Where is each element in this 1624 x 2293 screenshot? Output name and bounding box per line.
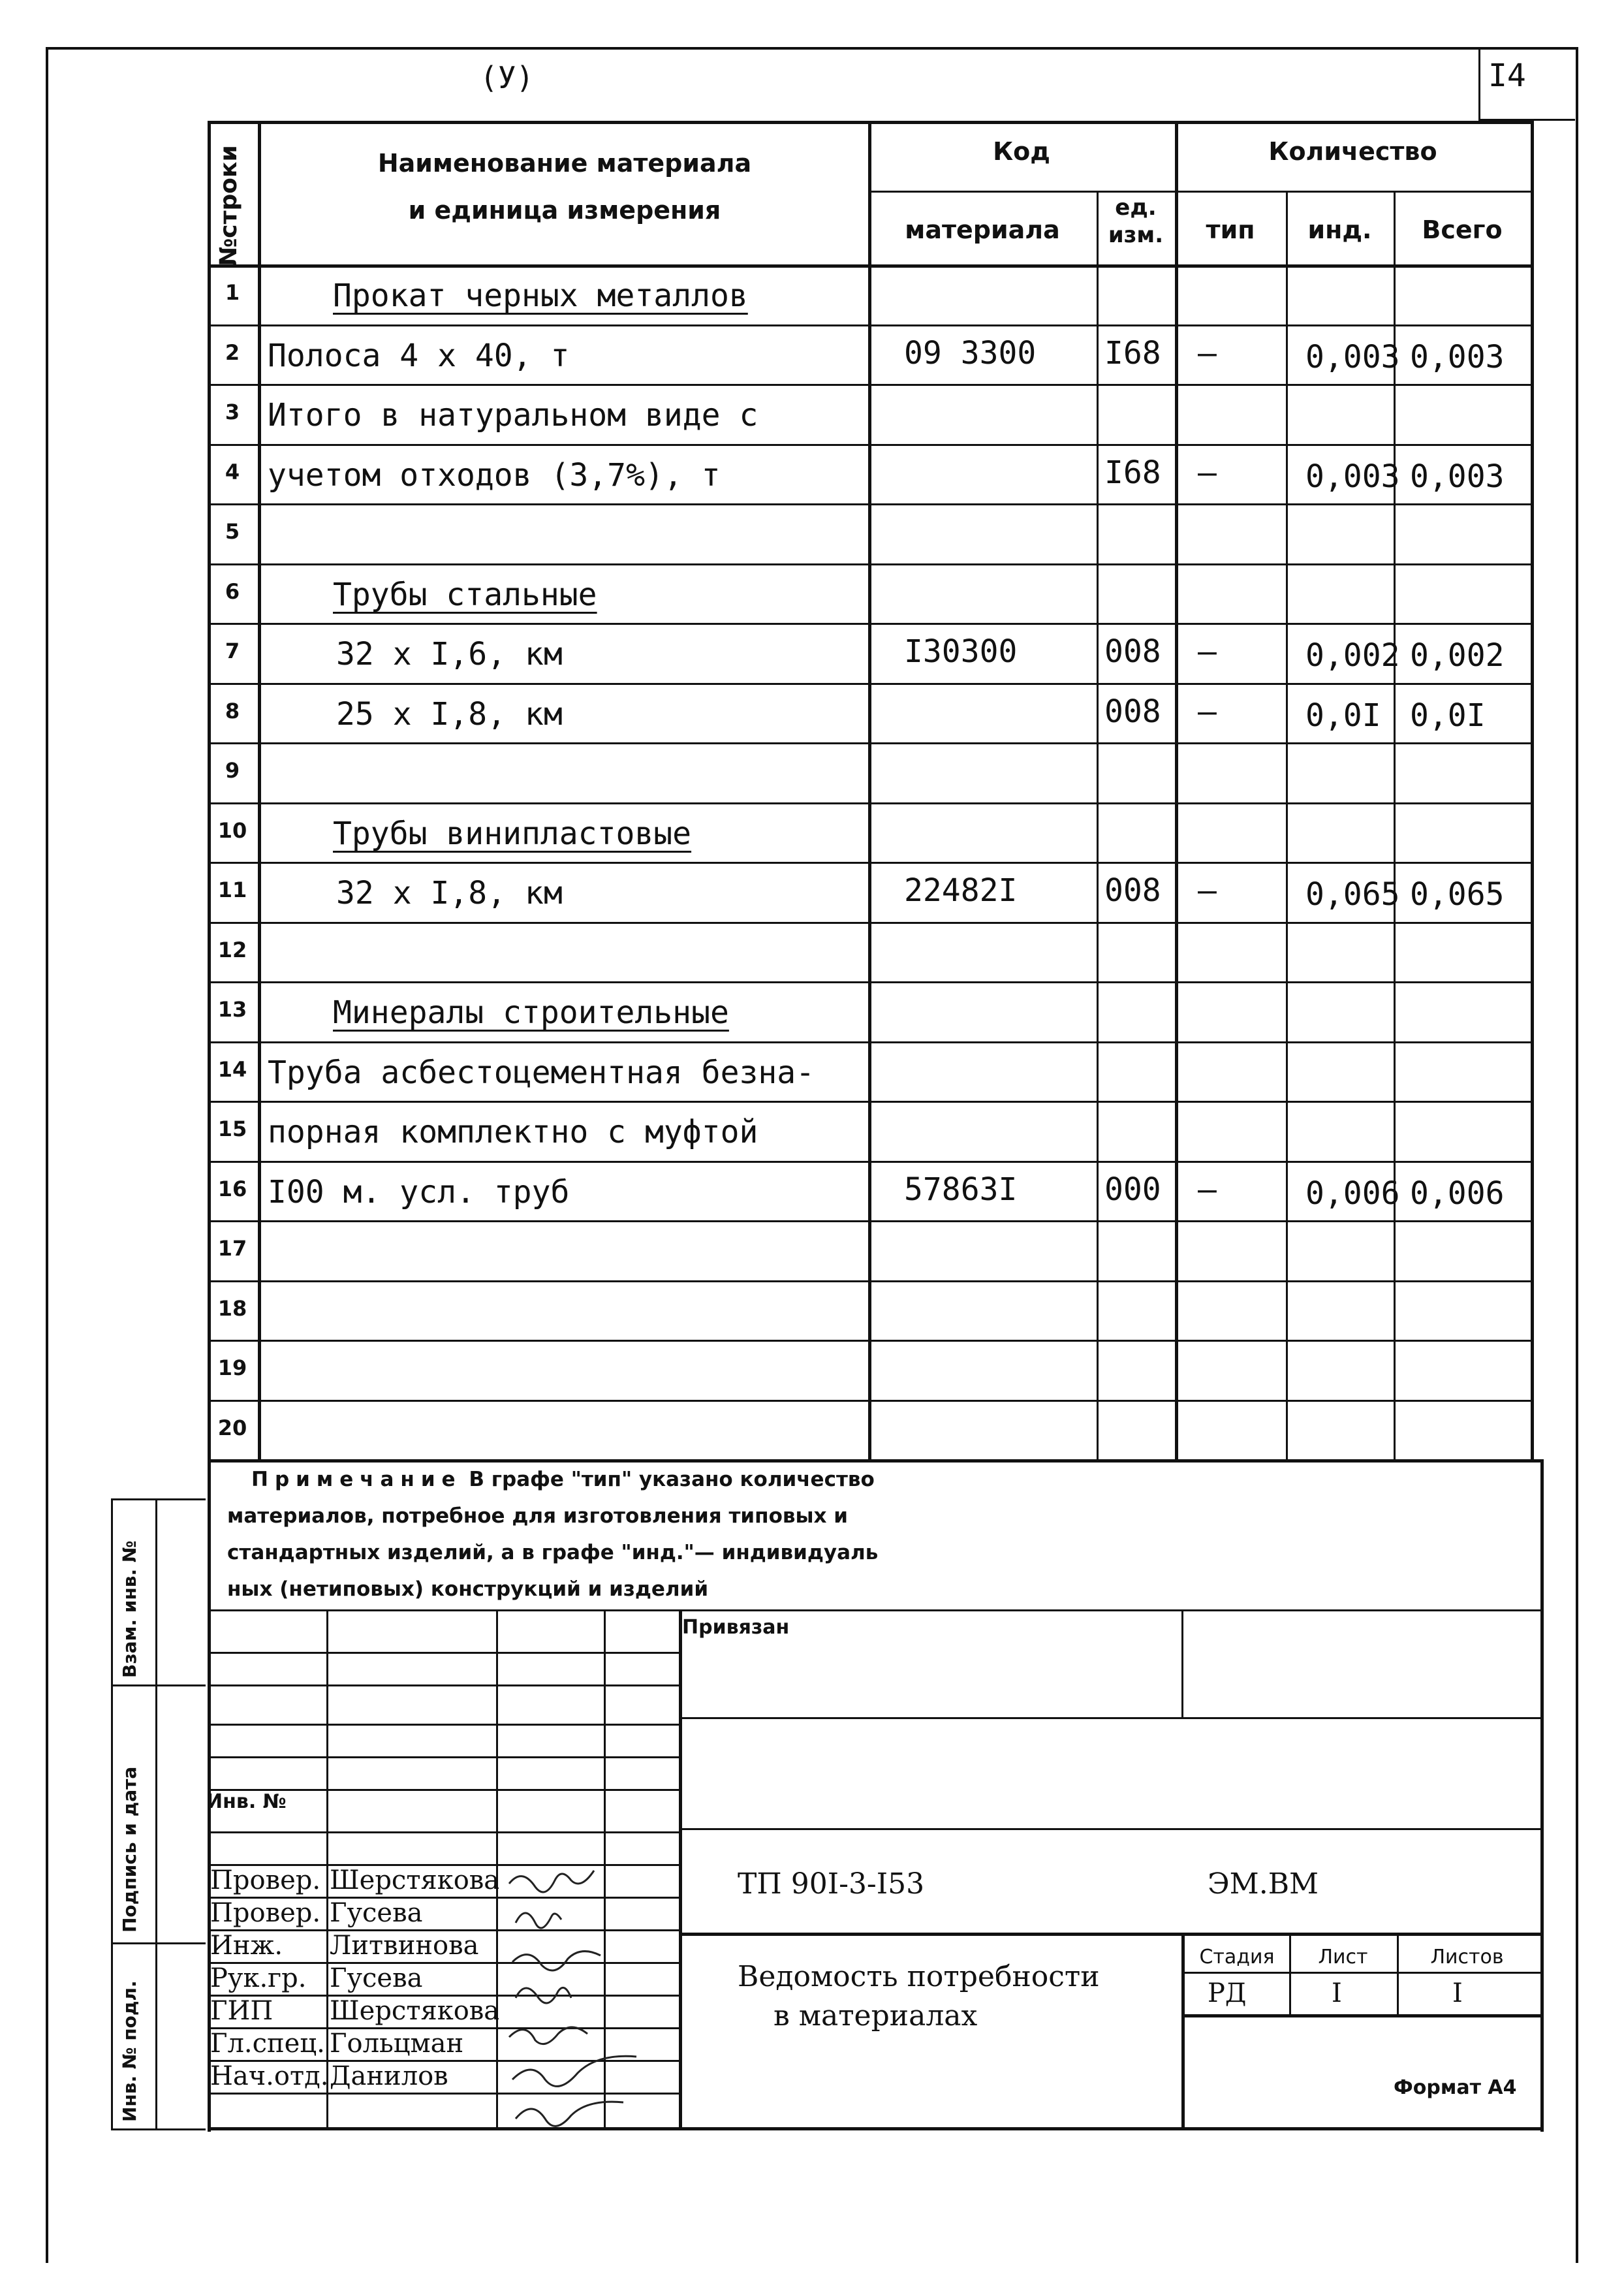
note-line3: стандартных изделий, а в графе "инд."— индивидуаль [227, 1541, 879, 1564]
col-rule-unit [1097, 191, 1099, 1459]
stamp-vzam: Взам. инв. № [119, 1540, 140, 1678]
qty-total: 0,065 [1410, 876, 1505, 913]
doc-mark: ЭМ.ВМ [1208, 1867, 1319, 1901]
material-name: Трубы винипластовые [333, 815, 692, 852]
doc-title-line2: в материалах [773, 1999, 978, 2032]
row-number: 7 [225, 639, 240, 663]
name-header-line2: и единица измерения [408, 196, 721, 225]
qty-total-header: Всего [1422, 215, 1503, 244]
code-group-header: Код [993, 137, 1050, 166]
note-line2: материалов, потребное для изготовления типовых и [227, 1504, 849, 1528]
title-right-rule [1540, 1459, 1544, 2132]
qty-ind: 0,003 [1305, 458, 1400, 495]
sheet-number: I4 [1488, 57, 1526, 94]
tb-stage-mid1 [1289, 1933, 1291, 2014]
qty-ind: 0,0I [1305, 697, 1381, 734]
material-name: I00 м. усл. труб [268, 1173, 570, 1210]
staff-name: Гольцман [330, 2029, 464, 2059]
staff-role: Рук.гр. [210, 1963, 307, 1993]
staff-role: Гл.спец. [210, 2029, 325, 2059]
section-mark: (У) [480, 60, 535, 95]
material-code: 57863I [904, 1171, 1018, 1208]
code-unit-header-1: ед. [1115, 195, 1157, 221]
qty-total: 0,003 [1410, 338, 1505, 375]
row-number: 1 [225, 280, 240, 305]
material-name: 32 х I,8, км [336, 875, 563, 911]
inv-no-label: Инв. № [206, 1790, 287, 1813]
material-name: учетом отходов (3,7%), т [268, 456, 721, 494]
stage-label: Стадия [1199, 1946, 1275, 1969]
unit-code: I68 [1104, 454, 1161, 491]
note-line4: ных (нетиповых) конструкций и изделий [227, 1577, 709, 1601]
col-rule-qty [1175, 121, 1178, 1459]
doc-code: ТП 90I-3-I53 [738, 1867, 925, 1901]
qty-type: – [1198, 454, 1217, 491]
row-number: 8 [225, 698, 240, 723]
col-rule-total [1394, 191, 1396, 1459]
qty-type: – [1198, 693, 1217, 730]
qty-type: – [1198, 633, 1217, 670]
tb-col-rule [679, 1609, 682, 2127]
stamp-rule-2 [111, 1684, 206, 1686]
stamp-strip-left [111, 1498, 113, 2128]
row-number: 16 [217, 1176, 247, 1201]
tb-rule-top [208, 1609, 1540, 1611]
signatures-graphic [503, 1864, 672, 2158]
material-name: 32 х I,6, км [336, 636, 563, 672]
staff-role: Провер. [210, 1865, 321, 1895]
qty-type: – [1198, 872, 1217, 909]
tb-rule-code-bottom [679, 1933, 1540, 1936]
row-number: 6 [225, 578, 240, 604]
sheet-label: Лист [1318, 1946, 1368, 1969]
qty-total: 0,002 [1410, 637, 1505, 674]
note-line1 [251, 1468, 875, 1491]
tb-staff-rule [208, 1831, 679, 1833]
tb-rule-bottom [208, 2127, 1540, 2130]
unit-code: 008 [1104, 872, 1161, 909]
sheets-value: I [1452, 1978, 1463, 2008]
row-number: 9 [225, 758, 240, 783]
unit-code: 008 [1104, 693, 1161, 730]
sheet-value: I [1332, 1978, 1342, 2008]
staff-name: Литвинова [330, 1931, 479, 1961]
tb-privyazan-divider [1181, 1609, 1183, 1717]
material-name: 25 х I,8, км [336, 695, 563, 733]
material-name: Минералы строительные [333, 994, 729, 1031]
qty-ind-header: инд. [1307, 215, 1372, 244]
qty-type-header: тип [1206, 215, 1255, 244]
col-rule-ind [1286, 191, 1288, 1459]
note-heading: Примечание [251, 1468, 462, 1491]
sheets-label: Листов [1430, 1946, 1504, 1969]
unit-code: 008 [1104, 633, 1161, 670]
col-rule-left [208, 121, 211, 1459]
format-label: Формат А4 [1394, 2076, 1517, 2099]
tb-staff-rule [208, 1684, 679, 1686]
col-rule-code [868, 121, 871, 1459]
qty-type: – [1198, 1171, 1217, 1208]
row-number-header: №строки [215, 145, 242, 266]
stamp-rule-3 [111, 1942, 206, 1944]
stamp-strip-mid [155, 1498, 157, 2128]
header-mid-rule [868, 191, 1531, 193]
qty-type: – [1198, 334, 1217, 372]
frame-top-rule [46, 47, 1573, 49]
row-number: 10 [217, 817, 247, 843]
row-number: 3 [225, 400, 240, 424]
stamp-rule-1 [111, 1498, 206, 1500]
tb-staff-rule [208, 1724, 679, 1726]
staff-name: Шерстякова [330, 1996, 500, 2026]
staff-name: Шерстякова [330, 1865, 500, 1895]
staff-role: Нач.отд. [210, 2061, 329, 2091]
row-number: 17 [217, 1236, 247, 1261]
stage-value: РД [1208, 1978, 1247, 2008]
staff-name: Гусева [330, 1963, 423, 1993]
tb-rule-code-top [679, 1828, 1540, 1830]
material-name: Прокат черных металлов [333, 277, 748, 314]
name-header-line1: Наименование материала [377, 149, 752, 178]
row-number: 18 [217, 1295, 247, 1321]
privyazan-label: Привязан [682, 1616, 790, 1639]
qty-total: 0,006 [1410, 1175, 1505, 1212]
staff-name: Данилов [330, 2061, 448, 2091]
qty-group-header: Количество [1268, 137, 1437, 166]
staff-role: Инж. [210, 1931, 283, 1961]
qty-ind: 0,002 [1305, 637, 1400, 674]
tb-left-rule [208, 1652, 679, 1654]
doc-title-line1: Ведомость потребности [738, 1960, 1100, 1993]
material-name: Труба асбестоцементная безна- [268, 1054, 815, 1091]
unit-code: 000 [1104, 1171, 1161, 1208]
row-number: 20 [217, 1415, 247, 1440]
stamp-rule-bottom [111, 2128, 206, 2130]
tb-stage-mid2 [1397, 1933, 1399, 2014]
tb-rule-stage-bottom [1181, 2014, 1540, 2017]
tb-rule-stage-mid [1181, 1972, 1540, 1974]
staff-name: Гусева [330, 1898, 423, 1928]
col-rule-right [1531, 121, 1534, 1459]
row-number: 19 [217, 1355, 247, 1380]
qty-ind: 0,003 [1305, 338, 1400, 375]
table-bottom-rule [208, 1459, 1544, 1463]
code-material-header: материала [905, 215, 1060, 244]
unit-code: I68 [1104, 334, 1161, 372]
row-number: 14 [217, 1056, 247, 1082]
row-number: 2 [225, 340, 240, 365]
row-number: 11 [217, 878, 247, 902]
row-number: 5 [225, 519, 240, 544]
qty-total: 0,003 [1410, 458, 1505, 495]
stamp-podpis: Подпись и дата [119, 1766, 140, 1933]
material-code: 22482I [904, 872, 1018, 909]
qty-total: 0,0I [1410, 697, 1486, 734]
code-unit-header-2: изм. [1108, 222, 1164, 248]
material-name: Полоса 4 х 40, т [268, 337, 570, 374]
material-name: Трубы стальные [333, 576, 597, 613]
row-number: 13 [217, 997, 247, 1022]
material-name: Итого в натуральном виде с [268, 397, 758, 434]
tb-staff-rule [208, 1756, 679, 1758]
material-code: I30300 [904, 633, 1018, 670]
material-name: порная комплектно с муфтой [268, 1114, 758, 1150]
qty-ind: 0,065 [1305, 876, 1400, 913]
staff-role: ГИП [210, 1996, 273, 2026]
sheet-box-left [1478, 47, 1480, 119]
qty-ind: 0,006 [1305, 1175, 1400, 1212]
tb-col-rule [326, 1609, 328, 2127]
tb-rule-privyazan [679, 1717, 1540, 1719]
staff-role: Провер. [210, 1898, 321, 1928]
row-number: 15 [217, 1116, 247, 1141]
material-code: 09 3300 [904, 334, 1037, 372]
stamp-inv-podl: Инв. № подл. [119, 1980, 140, 2122]
note-text-1: В графе "тип" указано количество [461, 1468, 875, 1491]
row-number: 4 [225, 459, 240, 484]
row-number: 12 [217, 937, 247, 962]
col-rule-rownum [258, 121, 261, 1459]
